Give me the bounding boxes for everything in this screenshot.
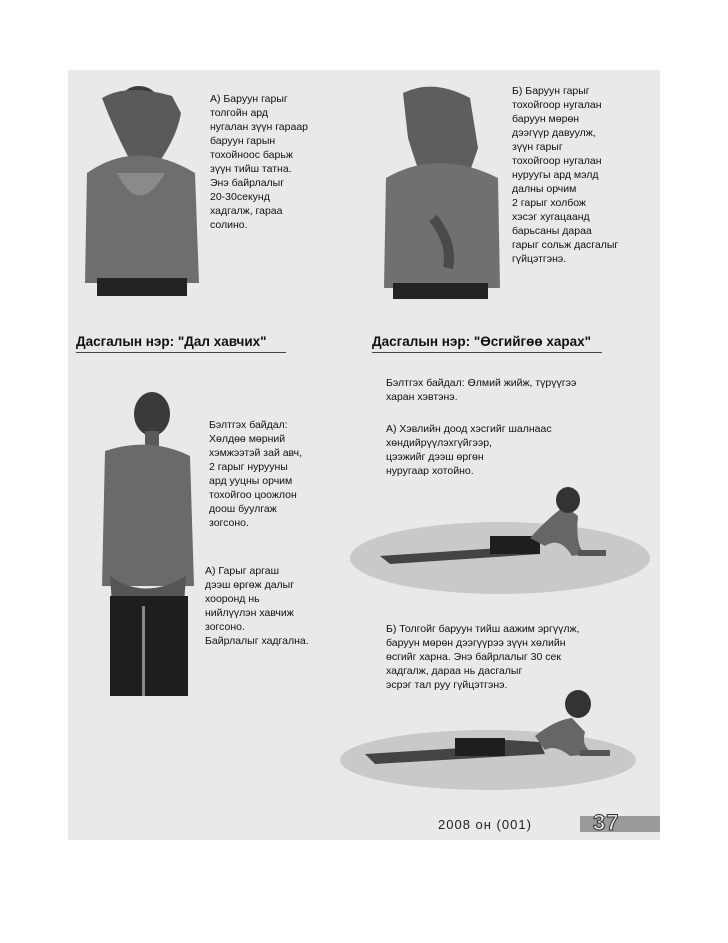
photo-triceps-stretch-a bbox=[77, 78, 203, 298]
text-line: хөндийрүүлэхгүйгээр, bbox=[386, 437, 492, 449]
text-line: дээгүүр давуулж, bbox=[512, 127, 596, 139]
text-line: далны орчим bbox=[512, 183, 577, 195]
text-line: тохойгоор нугалан bbox=[512, 155, 602, 167]
text-line: доош буулгаж bbox=[209, 503, 277, 515]
text-line: нийлүүлэн хавчиж bbox=[205, 607, 294, 619]
text-line: 2 гарыг нурууны bbox=[209, 461, 288, 473]
text-line: Б) Баруун гарыг bbox=[512, 85, 590, 97]
text-line: Бэлтгэх байдал: bbox=[209, 419, 288, 431]
text-line: баруун гарын bbox=[210, 135, 276, 147]
text-line: Байрлалыг хадгална. bbox=[205, 635, 309, 647]
text-left-start bbox=[209, 418, 344, 530]
text-line: өсгийг харна. Энэ байрлалыг 30 сек bbox=[386, 651, 561, 663]
text-line: солино. bbox=[210, 219, 248, 231]
text-line: Бэлтгэх байдал: Өлмий жийж, түрүүгээ bbox=[386, 377, 577, 389]
text-line: хадгалж, дараа нь дасгалыг bbox=[386, 665, 523, 677]
text-line: тохойгоо цоожлон bbox=[209, 489, 297, 501]
heading-rule-right bbox=[372, 352, 602, 353]
text-line: нуруугы ард мэлд bbox=[512, 169, 599, 181]
text-line: нугалан зүүн гараар bbox=[210, 121, 308, 133]
text-line: зогсоно. bbox=[209, 517, 249, 529]
text-line: тохойгоор нугалан bbox=[512, 99, 602, 111]
text-line: хооронд нь bbox=[205, 593, 260, 605]
text-line: хэсэг хугацаанд bbox=[512, 211, 590, 223]
photo-shoulder-blade-squeeze bbox=[90, 386, 202, 702]
text-line: баруун мөрөн дээгүүрээ зүүн хөлийн bbox=[386, 637, 566, 649]
heading-look-at-heels: Дасгалын нэр: "Өсгийгөө харах" bbox=[372, 334, 592, 349]
text-line: Хөлдөө мөрний bbox=[209, 433, 286, 445]
page-number: 37 bbox=[593, 810, 620, 835]
text-line: А) Хэвлийн доод хэсгийг шалнаас bbox=[386, 423, 552, 435]
text-line: 20-30секунд bbox=[210, 191, 270, 203]
text-line: дээш өргөж далыг bbox=[205, 579, 295, 591]
text-right-a bbox=[386, 422, 586, 478]
photo-cobra-pose bbox=[350, 476, 650, 594]
issue-label: 2008 он (001) bbox=[438, 817, 532, 832]
text-line: нуругаар хотойно. bbox=[386, 465, 474, 477]
text-line: ард ууцны орчим bbox=[209, 475, 293, 487]
text-top-right bbox=[512, 84, 652, 266]
text-line: цээжийг дээш өргөн bbox=[386, 451, 484, 463]
text-line: толгойн ард bbox=[210, 107, 269, 119]
text-line: эсрэг тал руу гүйцэтгэнэ. bbox=[386, 679, 508, 691]
text-line: А) Баруун гарыг bbox=[210, 93, 288, 105]
text-line: баруун мөрөн bbox=[512, 113, 580, 125]
text-left-a bbox=[205, 564, 345, 648]
page-number-bar bbox=[580, 816, 660, 832]
heading-rule-left bbox=[76, 352, 286, 353]
text-line: хадгалж, гараа bbox=[210, 205, 283, 217]
text-line: Энэ байрлалыг bbox=[210, 177, 285, 189]
text-line: гүйцэтгэнэ. bbox=[512, 253, 567, 265]
text-line: Б) Толгойг баруун тийш аажим эргүүлж, bbox=[386, 623, 580, 635]
photo-triceps-stretch-b bbox=[378, 78, 504, 300]
text-line: гарыг сольж дасгалыг bbox=[512, 239, 619, 251]
text-line: тохойноос барьж bbox=[210, 149, 293, 161]
text-top-left bbox=[210, 92, 360, 232]
text-line: харан хэвтэнэ. bbox=[386, 391, 458, 403]
text-line: зогсоно. bbox=[205, 621, 245, 633]
text-line: 2 гарыг холбож bbox=[512, 197, 586, 209]
text-line: барьсаны дараа bbox=[512, 225, 592, 237]
text-line: зүүн тийш татна. bbox=[210, 163, 292, 175]
text-line: хэмжээтэй зай авч, bbox=[209, 447, 303, 459]
photo-look-at-heels-pose bbox=[340, 680, 636, 790]
heading-shoulder-blade-squeeze: Дасгалын нэр: "Дал хавчих" bbox=[76, 334, 267, 349]
text-line: А) Гарыг аргаш bbox=[205, 565, 280, 577]
text-line: зүүн гарыг bbox=[512, 141, 563, 153]
text-right-start bbox=[386, 376, 656, 404]
